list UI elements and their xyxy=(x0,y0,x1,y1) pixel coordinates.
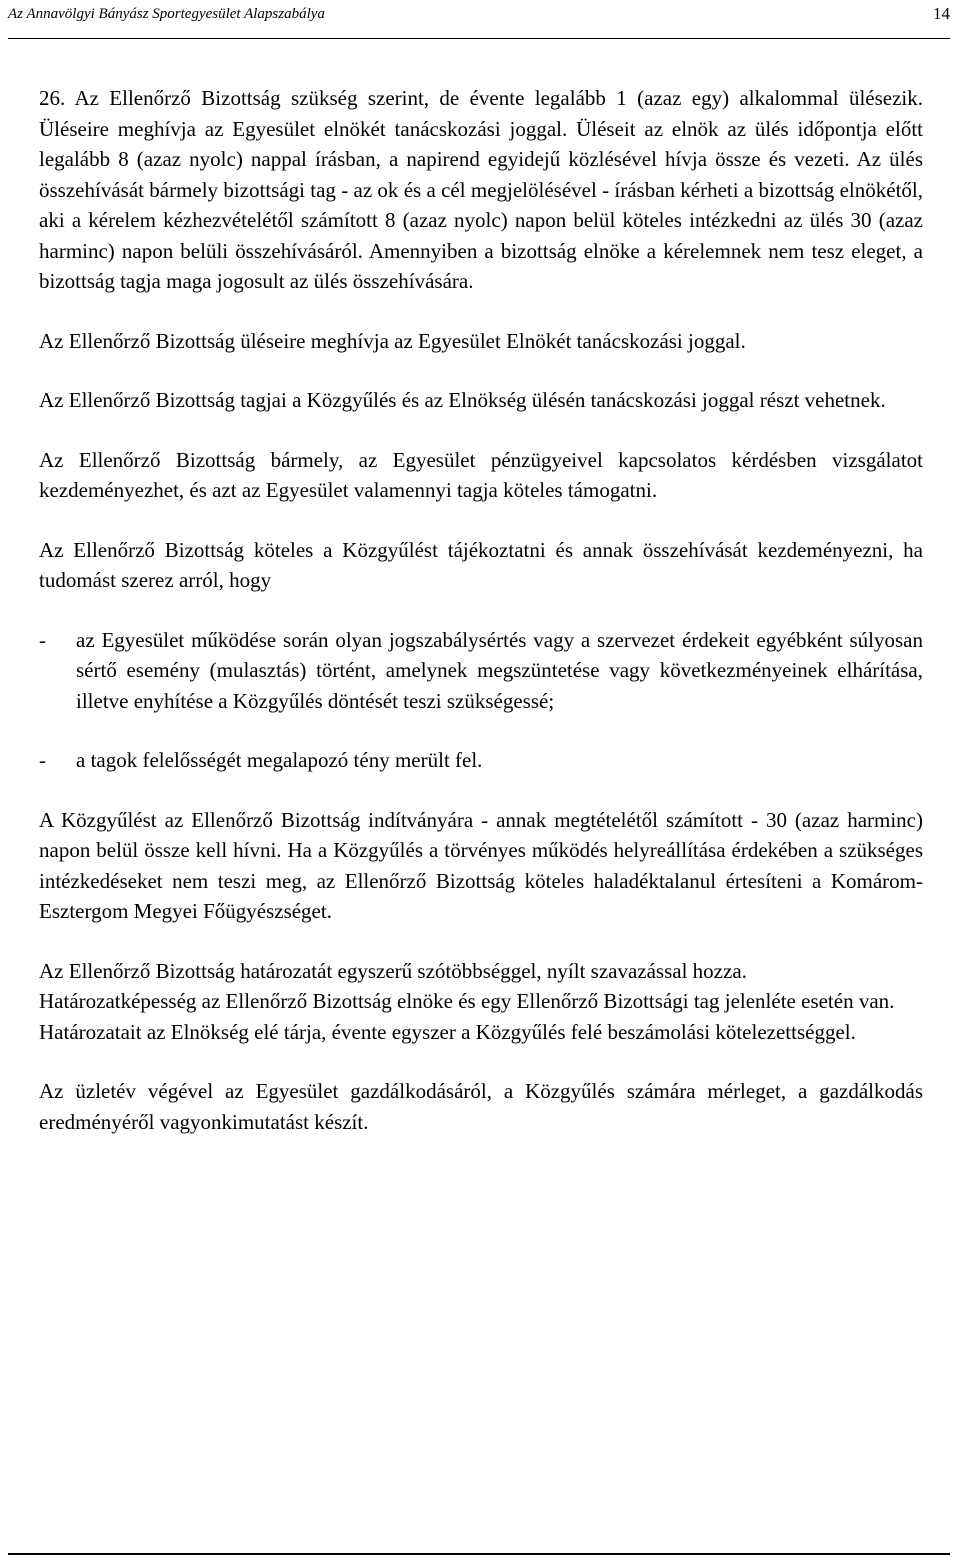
page-number: 14 xyxy=(933,4,950,23)
paragraph-convene-assembly: A Közgyűlést az Ellenőrző Bizottság indítványára - annak megtételétől számított - 30 (azaz harminc) napon belül össze kell hívni. Ha a Közgyűlés a törvényes működés helyreállítása érdekében a szükséges intézkedéseket nem teszi meg, az Ellenőrző Bizottság köteles haladéktalanul értesíteni a Komárom-Esztergom Megyei Főügyészséget. xyxy=(39,807,923,923)
bullet-text: az Egyesület működése során olyan jogszabálysértés vagy a szervezet érdekeit egyébként súlyosan sértő esemény (mulasztás) történt, amelynek megszüntetése vagy következményeinek elhárítása, illetve enyhítése a Közgyűlés döntését teszi szükségessé; xyxy=(76,627,923,713)
footer-rule xyxy=(8,1553,950,1555)
bullet-item-liability xyxy=(39,745,923,776)
paragraph-financial-investigation: Az Ellenőrző Bizottság bármely, az Egyesület pénzügyeivel kapcsolatos kérdésben vizsgálatot kezdeményezhet, és azt az Egyesület valamennyi tagja köteles támogatni. xyxy=(39,447,923,502)
bullet-item-violation xyxy=(39,625,923,717)
document-title: Az Annavölgyi Bányász Sportegyesület Alapszabálya xyxy=(8,6,325,22)
paragraph-quorum: Határozatképesség az Ellenőrző Bizottság elnöke és egy Ellenőrző Bizottsági tag jelenléte esetén van. xyxy=(39,989,895,1013)
bullet-text: a tagok felelősségét megalapozó tény merült fel. xyxy=(76,748,483,772)
paragraph-member-attendance: Az Ellenőrző Bizottság tagjai a Közgyűlés és az Elnökség ülésén tanácskozási joggal részt vehetnek. xyxy=(39,388,886,412)
paragraph-26: 26. Az Ellenőrző Bizottság szükség szerint, de évente legalább 1 (azaz egy) alkalommal ülésezik. Üléseire meghívja az Egyesület elnökét tanácskozási joggal. Üléseit az elnök az ülés időpontja előtt legalább 8 (azaz nyolc) nappal írásban, a napirend egyidejű közlésével hívja össze és vezeti. Az ülés összehívását bármely bizottsági tag - az ok és a cél megjelölésével - írásban kérheti a bizottság elnökétől, aki a kérelem kézhezvételétől számított 8 (azaz nyolc) napon belül köteles intézkedni az ülés 30 (azaz harminc) napon belüli összehívásáról. Amennyiben a bizottság elnöke a kérelemnek nem tesz eleget, a bizottság tagja maga jogosult az ülés összehívására. xyxy=(39,86,923,293)
document-body xyxy=(39,83,923,1137)
bullet-dash: - xyxy=(39,748,46,772)
page-header xyxy=(8,0,950,39)
paragraph-voting: Az Ellenőrző Bizottság határozatát egyszerű szótöbbséggel, nyílt szavazással hozza. xyxy=(39,958,747,983)
paragraph-invite-president: Az Ellenőrző Bizottság üléseire meghívja az Egyesület Elnökét tanácskozási joggal. xyxy=(39,328,746,353)
paragraph-business-year: Az üzletév végével az Egyesület gazdálkodásáról, a Közgyűlés számára mérleget, a gazdálkodás eredményéről vagyonkimutatást készít. xyxy=(39,1079,923,1134)
paragraph-reporting: Határozatait az Elnökség elé tárja, évente egyszer a Közgyűlés felé beszámolási kötelezettséggel. xyxy=(39,1019,856,1044)
bullet-dash: - xyxy=(39,627,46,652)
paragraph-notify-assembly: Az Ellenőrző Bizottság köteles a Közgyűlést tájékoztatni és annak összehívását kezdeményezni, ha tudomást szerez arról, hogy xyxy=(39,537,923,592)
